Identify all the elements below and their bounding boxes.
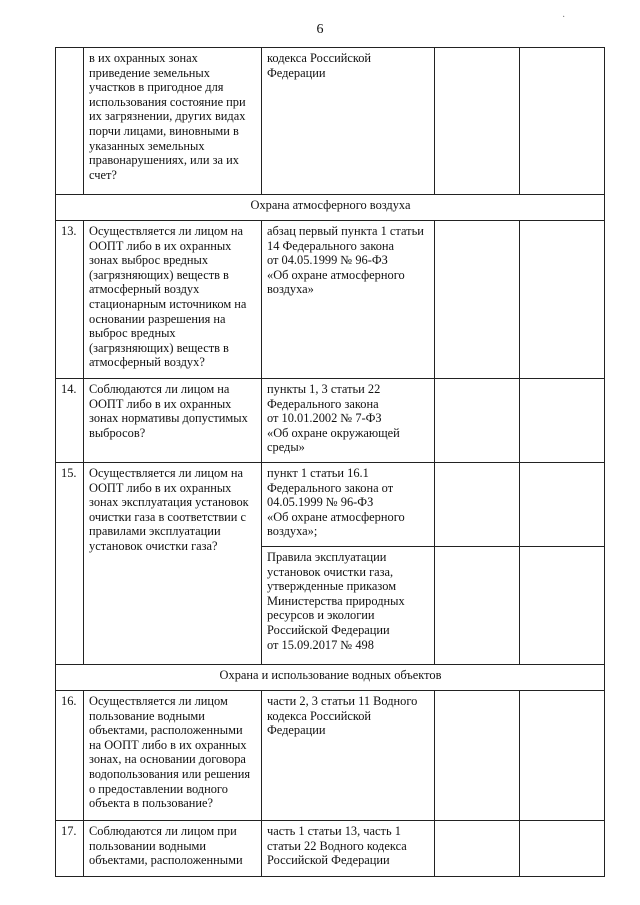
legal-basis-cell [262, 463, 435, 547]
section-title: Охрана и использование водных объектов [56, 665, 605, 691]
legal-basis-cell [262, 379, 435, 463]
question-cell [84, 379, 262, 463]
answer-cell [435, 221, 520, 379]
question-cell [84, 691, 262, 821]
note-cell [520, 463, 605, 547]
legal-basis-cell [262, 821, 435, 877]
answer-cell [435, 821, 520, 877]
question-text: в их охранных зонах приведение земельных участков в пригодное для использования состояние при их загрязнении, других видах порчи лицами, виновными в указанных земельных правонарушениях, или за их счет? [89, 51, 246, 182]
page-number: 6 [316, 22, 324, 37]
note-cell [520, 379, 605, 463]
section-row [56, 195, 605, 221]
question-text: Осуществляется ли лицом на ООПТ либо в их охранных зонах выброс вредных (загрязняющих) веществ в атмосферный воздух стационарным источником на основании разрешения на выброс вредных (загрязняющих) веществ в атмосферный воздух? [89, 224, 247, 370]
question-cell [84, 221, 262, 379]
question-cell [84, 463, 262, 665]
note-cell [520, 691, 605, 821]
item-number: 13. [56, 221, 84, 379]
legal-basis-text: пункт 1 статьи 16.1 Федерального закона от 04.05.1999 № 96-ФЗ «Об охране атмосферного воздуха»; [267, 466, 405, 539]
note-cell [520, 221, 605, 379]
answer-cell [435, 691, 520, 821]
checklist-table [55, 47, 605, 877]
legal-basis-text: части 2, 3 статьи 11 Водного кодекса Российской Федерации [267, 694, 418, 738]
section-title: Охрана атмосферного воздуха [56, 195, 605, 221]
scan-mark: · [562, 12, 566, 23]
legal-basis-text: часть 1 статьи 13, часть 1 статьи 22 Водного кодекса Российской Федерации [267, 824, 407, 868]
question-text: Осуществляется ли лицом пользование водными объектами, расположенными на ООПТ либо в их охранных зонах, на основании договора водопользования или решения о предоставлении водного объекта в пользование? [89, 694, 251, 811]
legal-basis-cell [262, 48, 435, 195]
item-number-cell [56, 48, 84, 195]
note-cell [520, 547, 605, 665]
legal-basis-cell [262, 547, 435, 665]
answer-cell [435, 463, 520, 547]
legal-basis-cell [262, 691, 435, 821]
item-number: 16. [56, 691, 84, 821]
legal-basis-text: пункты 1, 3 статьи 22 Федерального закона от 10.01.2002 № 7-ФЗ «Об охране окружающей среды» [267, 382, 400, 455]
question-text: Соблюдаются ли лицом при пользовании водными объектами, расположенными [89, 824, 243, 868]
table-row [56, 379, 605, 463]
legal-basis-text: Правила эксплуатации установок очистки газа, утвержденные приказом Министерства природных ресурсов и экологии Российской Федерации от 15.09.2017 № 498 [267, 550, 405, 652]
question-cell [84, 48, 262, 195]
table-row [56, 821, 605, 877]
table-row [56, 48, 605, 195]
item-number: 17. [56, 821, 84, 877]
question-text: Осуществляется ли лицом на ООПТ либо в их охранных зонах эксплуатация установок очистки газа в соответствии с правилами эксплуатации установок очистки газа? [89, 466, 249, 553]
legal-basis-text: кодекса Российской Федерации [267, 51, 372, 80]
item-number: 14. [56, 379, 84, 463]
note-cell [520, 48, 605, 195]
note-cell [520, 821, 605, 877]
table-row [56, 691, 605, 821]
answer-cell [435, 48, 520, 195]
item-number: 15. [56, 463, 84, 665]
answer-cell [435, 379, 520, 463]
answer-cell [435, 547, 520, 665]
table-row [56, 221, 605, 379]
question-text: Соблюдаются ли лицом на ООПТ либо в их охранных зонах нормативы допустимых выбросов? [89, 382, 248, 440]
question-cell [84, 821, 262, 877]
table-row [56, 463, 605, 547]
legal-basis-cell [262, 221, 435, 379]
section-row [56, 665, 605, 691]
legal-basis-text: абзац первый пункта 1 статьи 14 Федерального закона от 04.05.1999 № 96-ФЗ «Об охране атмосферного воздуха» [267, 224, 424, 297]
